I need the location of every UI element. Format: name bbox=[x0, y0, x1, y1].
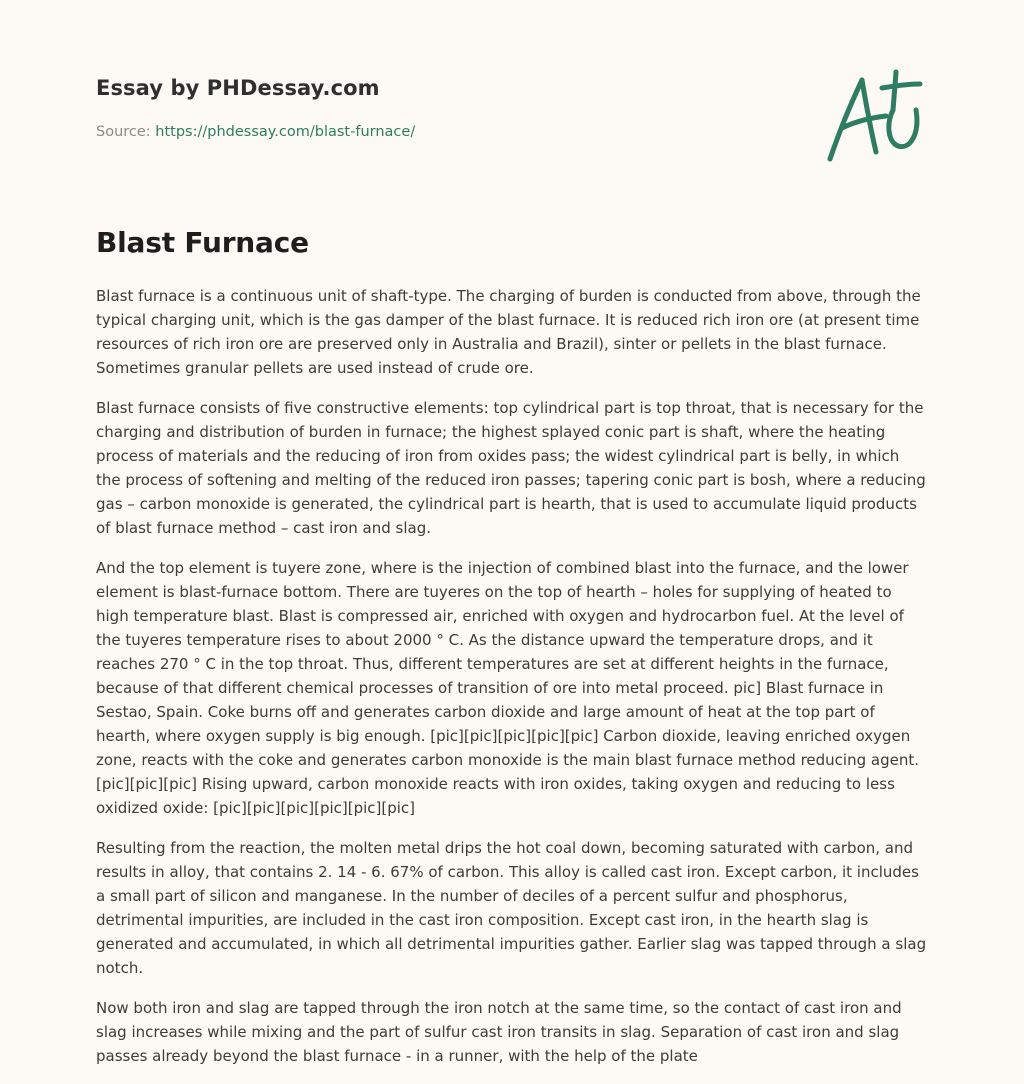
source-label: Source: bbox=[96, 124, 151, 140]
paragraph: Blast furnace consists of five constructive elements: top cylindrical part is top throat, that is necessary for the charging and distribution of burden in furnace; the highest splayed conic part is shaft, where the heating process of materials and the reducing of iron from oxides pass; the widest cylindrical part is belly, in which the process of softening and melting of the reduced iron passes; tapering conic part is bosh, where a reducing gas – carbon monoxide is generated, the cylindrical part is hearth, that is used to accumulate liquid products of blast furnace method – cast iron and slag. bbox=[96, 399, 926, 537]
brand-title: Essay by PHDessay.com bbox=[96, 76, 380, 100]
paragraph: Now both iron and slag are tapped through the iron notch at the same time, so the contact of cast iron and slag increases while mixing and the part of sulfur cast iron transits in slag. Separation of cast iron and slag passes already beyond the blast furnace - in a runner, with the help of the plate bbox=[96, 999, 902, 1065]
a-plus-logo-icon bbox=[824, 66, 928, 166]
source-line bbox=[96, 124, 415, 140]
paragraph: Resulting from the reaction, the molten metal drips the hot coal down, becoming saturated with carbon, and results in alloy, that contains 2. 14 - 6. 67% of carbon. This alloy is called cast iron. Except carbon, it includes a small part of silicon and manganese. In the number of deciles of a percent sulfur and phosphorus, detrimental impurities, are included in the cast iron composition. Except cast iron, in the hearth slag is generated and accumulated, in which all detrimental impurities gather. Earlier slag was tapped through a slag notch. bbox=[96, 839, 927, 977]
paragraph: Blast furnace is a continuous unit of shaft-type. The charging of burden is conducted from above, through the typical charging unit, which is the gas damper of the blast furnace. It is reduced rich iron ore (at present time resources of rich iron ore are preserved only in Australia and Brazil), sinter or pellets in the blast furnace. Sometimes granular pellets are used instead of crude ore. bbox=[96, 287, 921, 377]
essay-body bbox=[96, 284, 928, 1084]
essay-title: Blast Furnace bbox=[96, 226, 309, 259]
paragraph: And the top element is tuyere zone, where is the injection of combined blast into the furnace, and the lower element is blast-furnace bottom. There are tuyeres on the top of hearth – holes for supplying of heated to high temperature blast. Blast is compressed air, enriched with oxygen and hydrocarbon fuel. At the level of the tuyeres temperature rises to about 2000 ° C. As the distance upward the temperature drops, and it reaches 270 ° C in the top throat. Thus, different temperatures are set at different heights in the furnace, because of that different chemical processes of transition of ore into metal proceed. pic] Blast furnace in Sestao, Spain. Coke burns off and generates carbon dioxide and large amount of heat at the top part of hearth, where oxygen supply is big enough. [pic][pic][pic][pic][pic] Carbon dioxide, leaving enriched oxygen zone, reacts with the coke and generates carbon monoxide is the main blast furnace method reducing agent. [pic][pic][pic] Rising upward, carbon monoxide reacts with iron oxides, taking oxygen and reducing to less oxidized oxide: [pic][pic][pic][pic][pic][pic] bbox=[96, 559, 919, 817]
source-link[interactable]: https://phdessay.com/blast-furnace/ bbox=[155, 124, 416, 140]
